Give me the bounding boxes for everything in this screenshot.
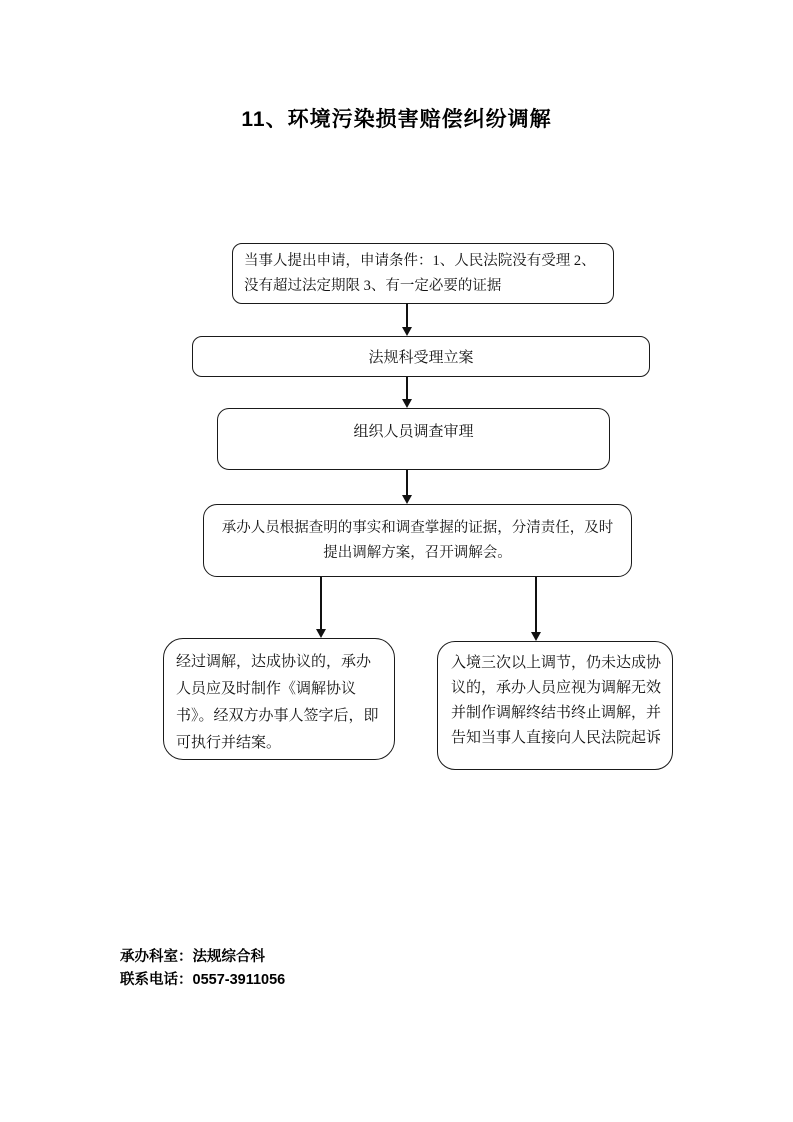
footer-contact-info [120, 946, 285, 992]
down-arrow-investigate-to-plan [401, 470, 413, 504]
footer-phone: 联系电话：0557-3911056 [120, 972, 286, 988]
flow-node-application-conditions: 当事人提出申请，申请条件：1、人民法院没有受理 2、没有超过法定期限 3、有一定必要的证据 [232, 243, 614, 304]
down-arrow-accept-to-investigate [401, 377, 413, 408]
down-arrow-apply-to-accept [401, 303, 413, 336]
page-title: 11、环境污染损害赔偿纠纷调解 [241, 108, 552, 131]
footer-department: 承办科室：法规综合科 [120, 949, 265, 965]
flow-node-case-acceptance: 法规科受理立案 [192, 336, 650, 377]
flow-node-mediation-terminated: 入境三次以上调节，仍未达成协议的，承办人员应视为调解无效并制作调解终结书终止调解，并告知当事人直接向人民法院起诉 [437, 641, 673, 770]
down-arrow-plan-to-fail [530, 577, 542, 641]
flow-node-investigation: 组织人员调查审理 [217, 408, 610, 470]
down-arrow-plan-to-success [315, 577, 327, 638]
flow-node-agreement-reached: 经过调解，达成协议的，承办人员应及时制作《调解协议书》。经双方办事人签字后，即可执行并结案。 [163, 638, 395, 760]
flow-node-mediation-plan: 承办人员根据查明的事实和调查掌握的证据，分清责任，及时提出调解方案，召开调解会。 [203, 504, 632, 577]
